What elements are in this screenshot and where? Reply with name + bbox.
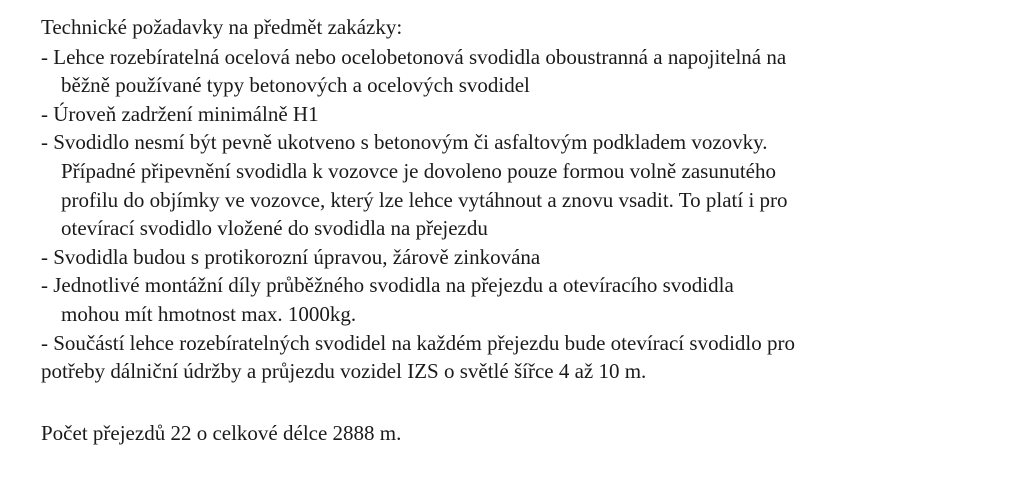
- document-line: - Svodidla budou s protikorozní úpravou, žárově zinkována: [41, 245, 541, 269]
- document-line: - Součástí lehce rozebíratelných svodidel na každém přejezdu bude otevírací svodidlo pro: [41, 331, 795, 355]
- document-line: - Úroveň zadržení minimálně H1: [41, 102, 319, 126]
- document-line: Případné připevnění svodidla k vozovce je dovoleno pouze formou volně zasunutého: [61, 159, 776, 183]
- document-line: - Jednotlivé montážní díly průběžného svodidla na přejezdu a otevíracího svodidla: [41, 273, 734, 297]
- document-line: otevírací svodidlo vložené do svodidla na přejezdu: [61, 216, 488, 240]
- document-line: profilu do objímky ve vozovce, který lze lehce vytáhnout a znovu vsadit. To platí i pro: [61, 188, 788, 212]
- document-heading: Technické požadavky na předmět zakázky:: [41, 15, 403, 39]
- document-line: běžně používané typy betonových a ocelových svodidel: [61, 73, 530, 97]
- document-footer: Počet přejezdů 22 o celkové délce 2888 m.: [41, 421, 402, 445]
- document-line: - Svodidlo nesmí být pevně ukotveno s betonovým či asfaltovým podkladem vozovky.: [41, 130, 768, 154]
- document-line: potřeby dálniční údržby a průjezdu vozidel IZS o světlé šířce 4 až 10 m.: [41, 359, 647, 383]
- document-line: - Lehce rozebíratelná ocelová nebo ocelobetonová svodidla oboustranná a napojitelná na: [41, 45, 787, 69]
- document-line: mohou mít hmotnost max. 1000kg.: [61, 302, 357, 326]
